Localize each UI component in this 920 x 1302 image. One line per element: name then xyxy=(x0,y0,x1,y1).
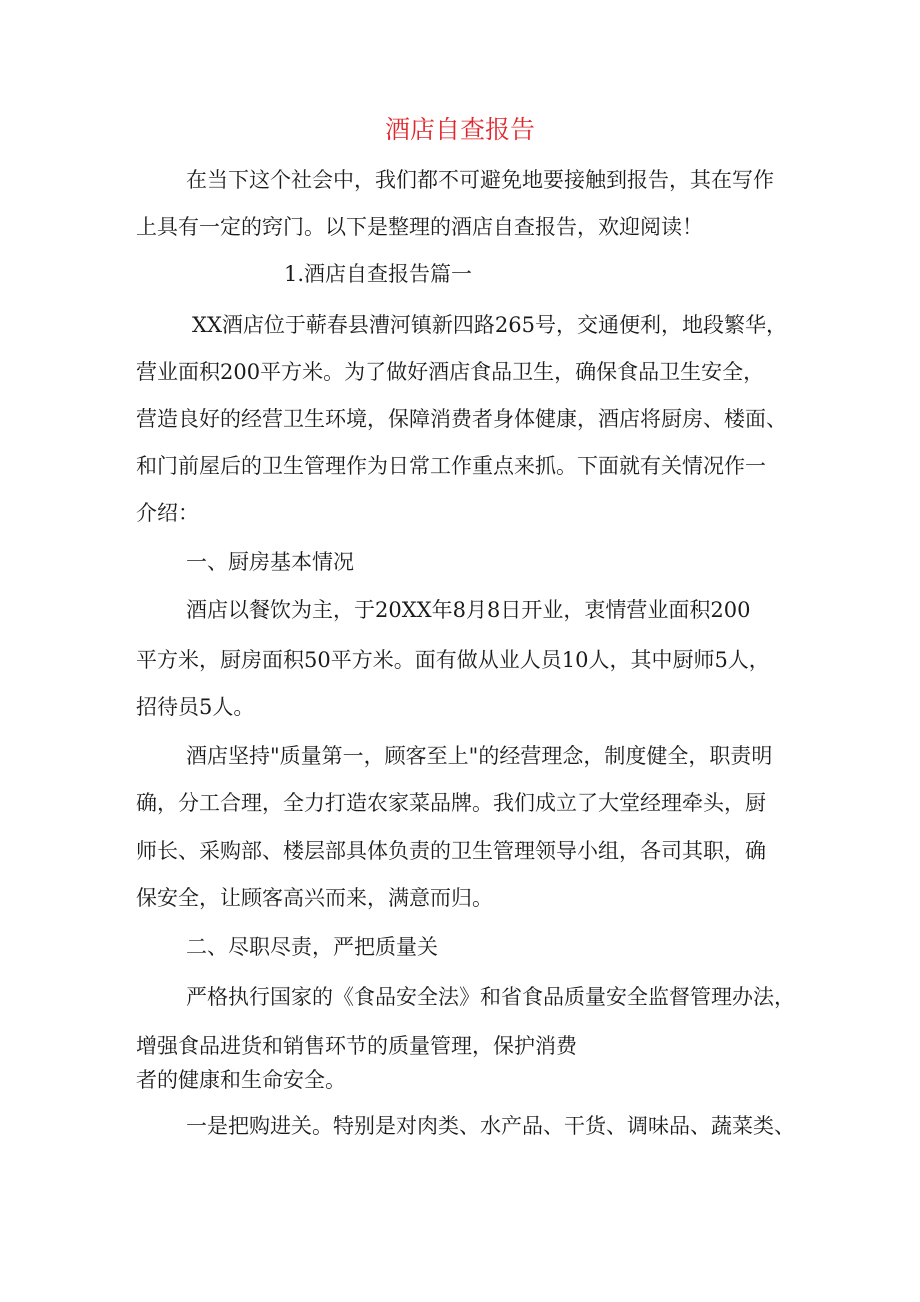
para-5-line-1: 一是把购进关。特别是对肉类、水产品、干货、调味品、蔬菜类、 xyxy=(186,1114,795,1138)
intro-line-1: 在当下这个社会中，我们都不可避免地要接触到报告，其在写作 xyxy=(186,168,774,192)
para-2-line-3: 招待员5人。 xyxy=(136,695,255,719)
para-4-line-3: 者的健康和生命安全。 xyxy=(136,1068,346,1092)
para-3-line-3: 师长、采购部、楼层部具体负责的卫生管理领导小组，各司其职，确 xyxy=(136,839,766,863)
para-2-line-2: 平方米，厨房面积50平方米。面有做从业人员10人，其中厨师5人， xyxy=(136,648,770,672)
intro-line-2: 上具有一定的窍门。以下是整理的酒店自查报告，欢迎阅读！ xyxy=(136,215,703,239)
para-3-line-2: 确，分工合理，全力打造农家菜品牌。我们成立了大堂经理牵头，厨 xyxy=(136,791,766,815)
para-2-line-1: 酒店以餐饮为主，于20XX年8月8日开业，衷情营业面积200 xyxy=(186,598,751,622)
para-3-line-4: 保安全，让顾客高兴而来，满意而归。 xyxy=(136,886,493,910)
para-1-line-3: 营造良好的经营卫生环境，保障消费者身体健康，酒店将厨房、楼面、 xyxy=(136,407,787,431)
para-1-line-2: 营业面积200平方米。为了做好酒店食品卫生，确保食品卫生安全， xyxy=(136,360,765,384)
para-4-line-2: 增强食品进货和销售环节的质量管理，保护消费 xyxy=(136,1034,577,1058)
subheading-quality: 二、尽职尽责，严把质量关 xyxy=(186,935,438,959)
para-1-line-5: 介绍： xyxy=(136,501,199,525)
section-heading-1: 1.酒店自查报告篇一 xyxy=(284,262,473,286)
para-4-line-1: 严格执行国家的《食品安全法》和省食品质量安全监督管理办法， xyxy=(186,985,795,1009)
para-3-line-1: 酒店坚持"质量第一，顾客至上"的经营理念，制度健全，职责明 xyxy=(186,744,773,768)
para-1-line-1: XX酒店位于蕲春县漕河镇新四路265号，交通便利，地段繁华， xyxy=(192,313,787,337)
subheading-kitchen: 一、厨房基本情况 xyxy=(186,550,354,574)
document-title: 酒店自查报告 xyxy=(384,115,535,144)
para-1-line-4: 和门前屋后的卫生管理作为日常工作重点来抓。下面就有关情况作一 xyxy=(136,454,766,478)
